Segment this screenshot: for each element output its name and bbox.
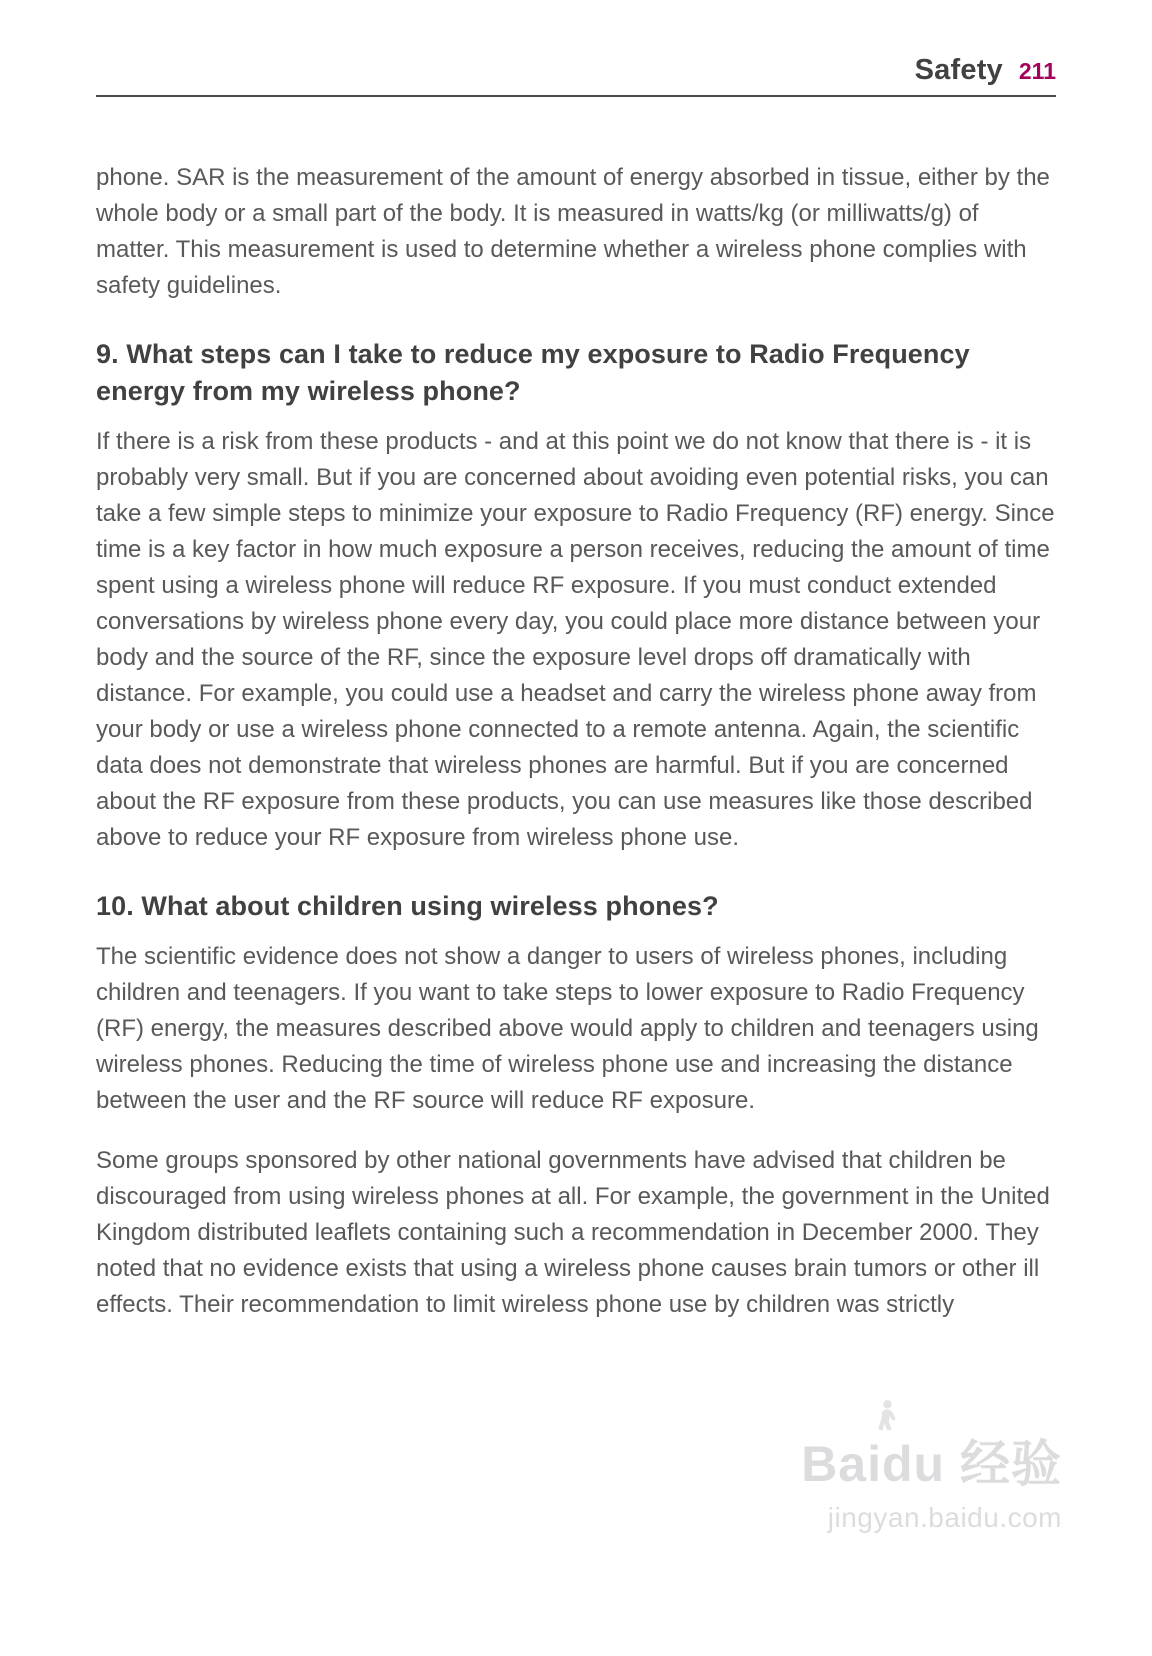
baidu-figure-icon (869, 1398, 903, 1432)
watermark-brand-row (801, 1424, 1062, 1496)
watermark-brand-text: Baidu 经验 (801, 1436, 1062, 1492)
paragraph-national-governments: Some groups sponsored by other national governments have advised that children be discouraged from using wireless phones at all. For example, the government in the United Kingdom distributed leaflets containing such a recommendation in December 2000. They noted that no evidence exists that using a wireless phone causes brain tumors or other ill effects. Their recommendation to limit wireless phone use by children was strictly (96, 1147, 1050, 1318)
paragraph-reduce-exposure: If there is a risk from these products - and at this point we do not know that there is - it is probably very small. But if you are concerned about avoiding even potential risks, you can take a few simple steps to minimize your exposure to Radio Frequency (RF) energy. Since time is a key factor in how much exposure a person receives, reducing the amount of time spent using a wireless phone will reduce RF exposure. If you must conduct extended conversations by wireless phone every day, you could place more distance between your body and the source of the RF, since the exposure level drops off dramatically with distance. For example, you could use a headset and carry the wireless phone away from your body or use a wireless phone connected to a remote antenna. Again, the scientific data does not demonstrate that wireless phones are harmful. But if you are concerned about the RF exposure from these products, you can use measures like those described above to reduce your RF exposure from wireless phone use. (96, 428, 1055, 851)
section-heading-10: 10. What about children using wireless phones? (96, 891, 719, 921)
header-rule (96, 95, 1056, 97)
section-heading-9: 9. What steps can I take to reduce my exposure to Radio Frequency energy from my wireless phone? (96, 339, 970, 406)
section-title: Safety (914, 54, 1003, 86)
watermark-url: jingyan.baidu.com (827, 1502, 1062, 1533)
paragraph-sar-measurement: phone. SAR is the measurement of the amount of energy absorbed in tissue, either by the whole body or a small part of the body. It is measured in watts/kg (or milliwatts/g) of matter. This measurement is used to determine whether a wireless phone complies with safety guidelines. (96, 164, 1050, 299)
page-number: 211 (1018, 58, 1056, 84)
page-header (96, 54, 1056, 97)
header-row (96, 54, 1056, 87)
watermark (801, 1424, 1062, 1534)
paragraph-children-evidence: The scientific evidence does not show a danger to users of wireless phones, including children and teenagers. If you want to take steps to lower exposure to Radio Frequency (RF) energy, the measures described above would apply to children and teenagers using wireless phones. Reducing the time of wireless phone use and increasing the distance between the user and the RF source will reduce RF exposure. (96, 943, 1039, 1114)
page-content (96, 160, 1058, 1347)
